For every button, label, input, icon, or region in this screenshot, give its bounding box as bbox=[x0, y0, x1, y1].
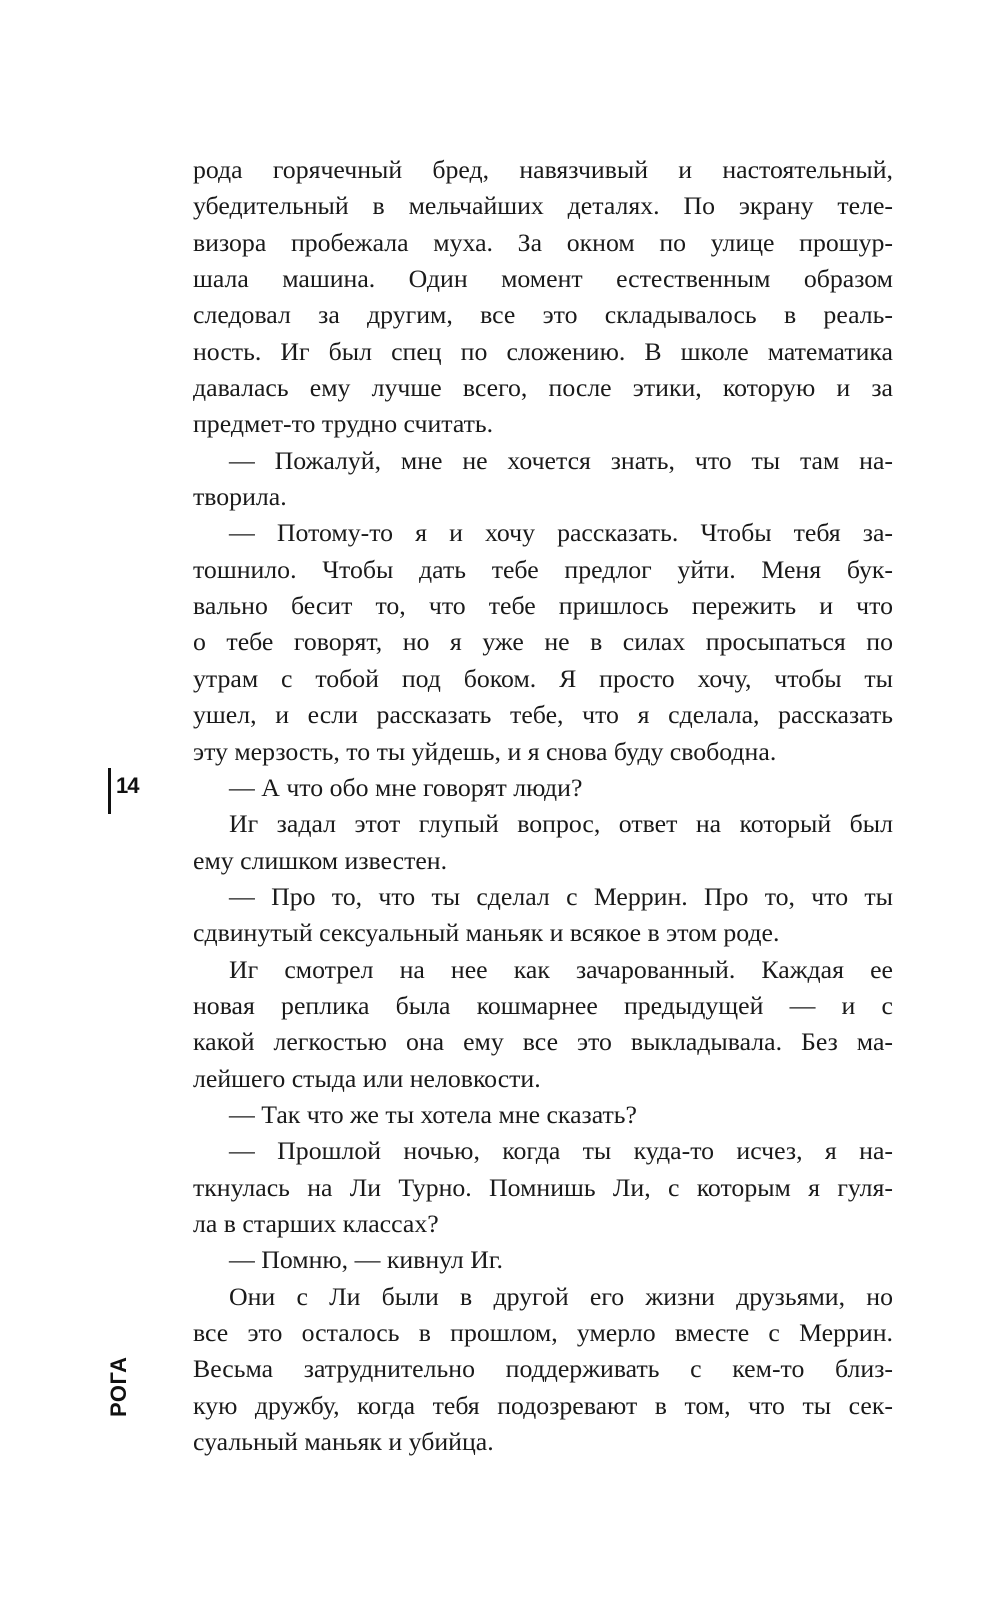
text-line: — Прошлой ночью, когда ты куда-то исчез, я на- bbox=[229, 1136, 893, 1166]
text-line: новая реплика была кошмарнее предыдущей — и с bbox=[193, 990, 893, 1020]
text-line: предмет-то трудно считать. bbox=[193, 409, 494, 439]
text-line: убедительный в мельчайших деталях. По экрану теле- bbox=[193, 191, 893, 221]
text-line: Иг смотрел на нее как зачарованный. Каждая ее bbox=[229, 954, 893, 984]
text-line: тошнило. Чтобы дать тебе предлог уйти. Меня бук- bbox=[193, 554, 893, 584]
text-line: ность. Иг был спец по сложению. В школе математика bbox=[193, 336, 893, 366]
text-line: Иг задал этот глупый вопрос, ответ на который был bbox=[229, 809, 893, 839]
text-line: давалась ему лучше всего, после этики, которую и за bbox=[193, 373, 893, 403]
text-line: — А что обо мне говорят люди? bbox=[229, 772, 583, 802]
running-title: РОГА bbox=[106, 1356, 131, 1417]
text-line: эту мерзость, то ты уйдешь, и я снова буду свободна. bbox=[193, 736, 777, 766]
text-line: о тебе говорят, но я уже не в силах просыпаться по bbox=[193, 627, 893, 657]
folio-marker bbox=[108, 768, 139, 814]
text-line: — Так что же ты хотела мне сказать? bbox=[229, 1099, 637, 1129]
text-line: — Про то, что ты сделал с Меррин. Про то, что ты bbox=[229, 881, 893, 911]
text-line: лейшего стыда или неловкости. bbox=[193, 1063, 541, 1093]
text-line: ткнулась на Ли Турно. Помнишь Ли, с которым я гуля- bbox=[193, 1172, 893, 1202]
text-line: Они с Ли были в другой его жизни друзьями, но bbox=[229, 1281, 893, 1311]
text-line: утрам с тобой под боком. Я просто хочу, чтобы ты bbox=[193, 663, 893, 693]
text-line: Весьма затруднительно поддерживать с кем-то близ- bbox=[193, 1354, 893, 1384]
text-line: следовал за другим, все это складывалось в реаль- bbox=[193, 300, 893, 330]
text-line: — Пожалуй, мне не хочется знать, что ты там на- bbox=[229, 445, 893, 475]
text-line: рода горячечный бред, навязчивый и настоятельный, bbox=[193, 155, 893, 184]
text-line: — Потому-то я и хочу рассказать. Чтобы тебя за- bbox=[229, 518, 893, 548]
text-line: — Помню, — кивнул Иг. bbox=[229, 1245, 503, 1275]
text-line: все это осталось в прошлом, умерло вместе с Меррин. bbox=[193, 1318, 893, 1347]
text-line: ла в старших классах? bbox=[193, 1208, 439, 1238]
body-text bbox=[193, 152, 893, 1460]
text-line: ушел, и если рассказать тебе, что я сделала, рассказать bbox=[193, 700, 893, 730]
page-number: 14 bbox=[116, 773, 139, 798]
text-line: сдвинутый сексуальный маньяк и всякое в этом роде. bbox=[193, 918, 780, 948]
text-line: вально бесит то, что тебе пришлось пережить и что bbox=[193, 591, 893, 621]
text-line: творила. bbox=[193, 482, 287, 512]
text-line: шала машина. Один момент естественным образом bbox=[193, 264, 893, 294]
text-line: ему слишком известен. bbox=[193, 845, 448, 875]
text-line: суальный маньяк и убийца. bbox=[193, 1427, 494, 1457]
text-line: какой легкостью она ему все это выкладывала. Без ма- bbox=[193, 1027, 893, 1057]
text-line: кую дружбу, когда тебя подозревают в том, что ты сек- bbox=[193, 1390, 893, 1420]
text-line: визора пробежала муха. За окном по улице прошур- bbox=[193, 227, 893, 257]
